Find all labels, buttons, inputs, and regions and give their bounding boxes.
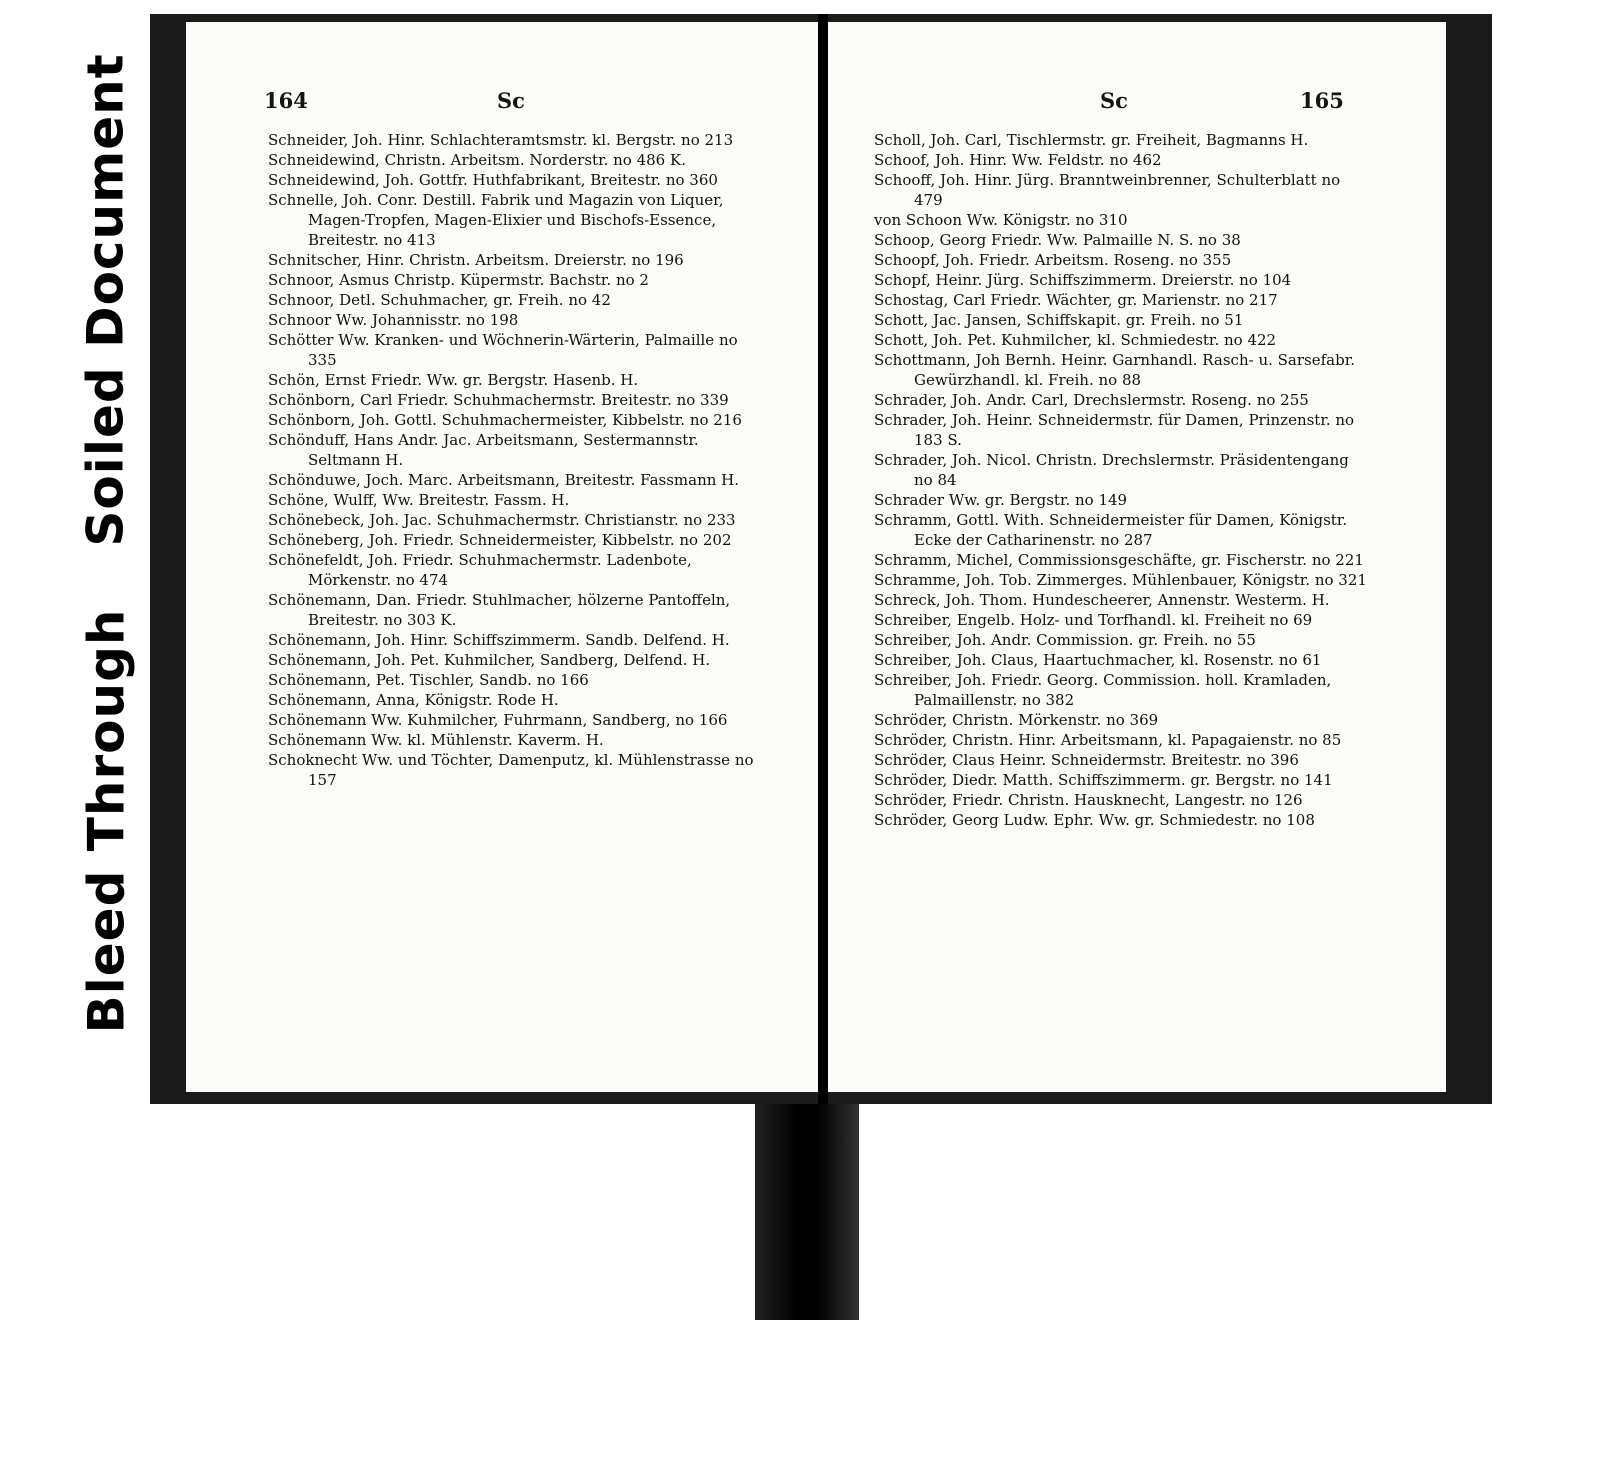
directory-entry: Schrader Ww. gr. Bergstr. no 149 — [874, 491, 1128, 509]
directory-entry: Schooff, Joh. Hinr. Jürg. Branntweinbrenner, Schulterblatt no 479 — [874, 171, 1341, 209]
directory-entry: Schott, Joh. Pet. Kuhmilcher, kl. Schmiedestr. no 422 — [874, 331, 1277, 349]
directory-entry: Schneider, Joh. Hinr. Schlachteramtsmstr. kl. Bergstr. no 213 — [268, 131, 734, 149]
directory-entry: Schönemann, Anna, Königstr. Rode H. — [268, 691, 559, 709]
directory-entry: Schramme, Joh. Tob. Zimmerges. Mühlenbauer, Königstr. no 321 — [874, 571, 1367, 589]
directory-entry: Schramm, Gottl. With. Schneidermeister für Damen, Königstr. Ecke der Catharinenstr. no 287 — [874, 511, 1348, 549]
soiled-document-label: Soiled Document — [77, 53, 136, 547]
directory-entry: Schopf, Heinr. Jürg. Schiffszimmerm. Dreierstr. no 104 — [874, 271, 1292, 289]
directory-entry: Schöne, Wulff, Ww. Breitestr. Fassm. H. — [268, 491, 570, 509]
book-binding-tail — [755, 1100, 859, 1320]
directory-entry: Schönborn, Joh. Gottl. Schuhmachermeister, Kibbelstr. no 216 — [268, 411, 742, 429]
directory-entry: Schröder, Diedr. Matth. Schiffszimmerm. gr. Bergstr. no 141 — [874, 771, 1333, 789]
directory-entry: Schröder, Friedr. Christn. Hausknecht, Langestr. no 126 — [874, 791, 1303, 809]
directory-entry: Schoof, Joh. Hinr. Ww. Feldstr. no 462 — [874, 151, 1162, 169]
directory-entry: Schoop, Georg Friedr. Ww. Palmaille N. S. no 38 — [874, 231, 1241, 249]
directory-entry: Schoknecht Ww. und Töchter, Damenputz, kl. Mühlenstrasse no 157 — [268, 751, 754, 789]
directory-entry: Schönemann, Joh. Pet. Kuhmilcher, Sandberg, Delfend. H. — [268, 651, 711, 669]
directory-entry: Schrader, Joh. Andr. Carl, Drechslermstr. Roseng. no 255 — [874, 391, 1309, 409]
directory-entry: Schott, Jac. Jansen, Schiffskapit. gr. Freih. no 51 — [874, 311, 1244, 329]
directory-entry: Schnoor, Detl. Schuhmacher, gr. Freih. no 42 — [268, 291, 611, 309]
directory-entry: Schröder, Christn. Mörkenstr. no 369 — [874, 711, 1159, 729]
directory-entry: Schostag, Carl Friedr. Wächter, gr. Marienstr. no 217 — [874, 291, 1278, 309]
directory-entry: Schnoor Ww. Johannisstr. no 198 — [268, 311, 519, 329]
book-gutter — [818, 14, 828, 1104]
directory-entry: Schönemann Ww. kl. Mühlenstr. Kaverm. H. — [268, 731, 604, 749]
directory-entry: Schönduwe, Joch. Marc. Arbeitsmann, Breitestr. Fassmann H. — [268, 471, 740, 489]
directory-entry: Schön, Ernst Friedr. Ww. gr. Bergstr. Hasenb. H. — [268, 371, 639, 389]
directory-entry: Schneidewind, Christn. Arbeitsm. Norderstr. no 486 K. — [268, 151, 686, 169]
directory-entry: Schoopf, Joh. Friedr. Arbeitsm. Roseng. no 355 — [874, 251, 1232, 269]
directory-entry: Schönduff, Hans Andr. Jac. Arbeitsmann, Sestermannstr. Seltmann H. — [268, 431, 699, 469]
directory-entry: Schönemann, Joh. Hinr. Schiffszimmerm. Sandb. Delfend. H. — [268, 631, 730, 649]
directory-entry: Schrader, Joh. Heinr. Schneidermstr. für Damen, Prinzenstr. no 183 S. — [874, 411, 1355, 449]
right-page — [828, 22, 1446, 1092]
directory-entry: Schönemann, Pet. Tischler, Sandb. no 166 — [268, 671, 589, 689]
directory-entry: Schrader, Joh. Nicol. Christn. Drechslermstr. Präsidentengang no 84 — [874, 451, 1349, 489]
bleed-through-stamp — [56, 592, 156, 1050]
directory-entry: Schröder, Christn. Hinr. Arbeitsmann, kl. Papagaienstr. no 85 — [874, 731, 1342, 749]
directory-entry: Schreiber, Joh. Claus, Haartuchmacher, kl. Rosenstr. no 61 — [874, 651, 1322, 669]
bleed-through-label: Bleed Through — [77, 608, 135, 1034]
left-page-header: Sc — [497, 88, 525, 113]
directory-entry: Schöneberg, Joh. Friedr. Schneidermeister, Kibbelstr. no 202 — [268, 531, 732, 549]
directory-entry: von Schoon Ww. Königstr. no 310 — [874, 211, 1128, 229]
left-entry-list — [268, 130, 768, 790]
directory-entry: Schönefeldt, Joh. Friedr. Schuhmachermstr. Ladenbote, Mörkenstr. no 474 — [268, 551, 692, 589]
directory-entry: Schönemann Ww. Kuhmilcher, Fuhrmann, Sandberg, no 166 — [268, 711, 728, 729]
directory-entry: Schreck, Joh. Thom. Hundescheerer, Annenstr. Westerm. H. — [874, 591, 1330, 609]
directory-entry: Schönemann, Dan. Friedr. Stuhlmacher, hölzerne Pantoffeln, Breitestr. no 303 K. — [268, 591, 731, 629]
right-entry-list — [874, 130, 1370, 830]
directory-entry: Schötter Ww. Kranken- und Wöchnerin-Wärterin, Palmaille no 335 — [268, 331, 738, 369]
right-page-header: Sc — [1100, 88, 1128, 113]
directory-entry: Schreiber, Engelb. Holz- und Torfhandl. kl. Freiheit no 69 — [874, 611, 1313, 629]
directory-entry: Schnelle, Joh. Conr. Destill. Fabrik und Magazin von Liquer, Magen-Tropfen, Magen-Elixier und Bischofs-Essence, Breitestr. no 413 — [268, 191, 724, 249]
directory-entry: Schröder, Claus Heinr. Schneidermstr. Breitestr. no 396 — [874, 751, 1299, 769]
directory-entry: Scholl, Joh. Carl, Tischlermstr. gr. Freiheit, Bagmanns H. — [874, 131, 1309, 149]
soiled-document-stamp — [56, 40, 156, 560]
left-page — [186, 22, 818, 1092]
directory-entry: Schönebeck, Joh. Jac. Schuhmachermstr. Christianstr. no 233 — [268, 511, 736, 529]
directory-entry: Schneidewind, Joh. Gottfr. Huthfabrikant, Breitestr. no 360 — [268, 171, 718, 189]
directory-entry: Schreiber, Joh. Friedr. Georg. Commission. holl. Kramladen, Palmaillenstr. no 382 — [874, 671, 1332, 709]
directory-entry: Schnoor, Asmus Christp. Küpermstr. Bachstr. no 2 — [268, 271, 649, 289]
directory-entry: Schröder, Georg Ludw. Ephr. Ww. gr. Schmiedestr. no 108 — [874, 811, 1315, 829]
right-page-number: 165 — [1300, 88, 1344, 113]
directory-entry: Schreiber, Joh. Andr. Commission. gr. Freih. no 55 — [874, 631, 1256, 649]
directory-entry: Schottmann, Joh Bernh. Heinr. Garnhandl. Rasch- u. Sarsefabr. Gewürzhandl. kl. Freih. no 88 — [874, 351, 1356, 389]
book-spread — [150, 14, 1492, 1104]
left-page-number: 164 — [264, 88, 308, 113]
directory-entry: Schnitscher, Hinr. Christn. Arbeitsm. Dreierstr. no 196 — [268, 251, 684, 269]
directory-entry: Schramm, Michel, Commissionsgeschäfte, gr. Fischerstr. no 221 — [874, 551, 1364, 569]
directory-entry: Schönborn, Carl Friedr. Schuhmachermstr. Breitestr. no 339 — [268, 391, 729, 409]
